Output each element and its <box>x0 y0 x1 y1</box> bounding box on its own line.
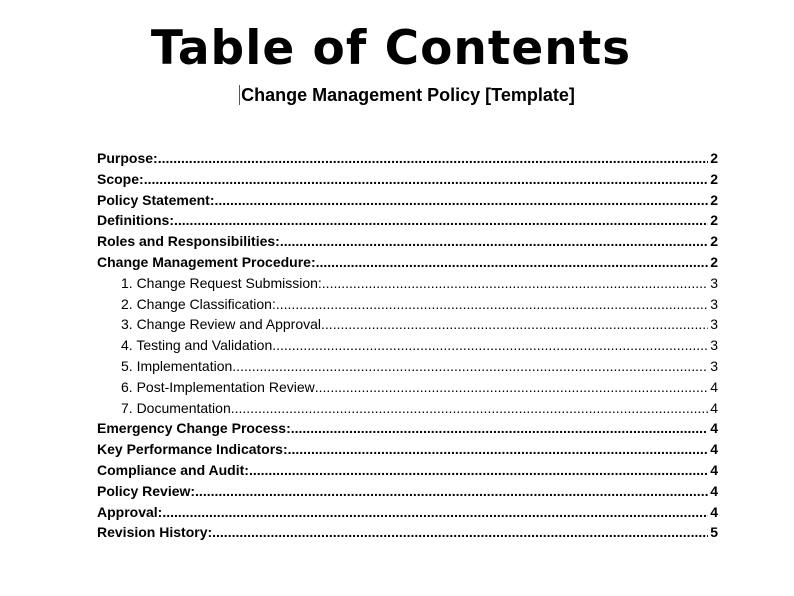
toc-subentry[interactable] <box>97 356 718 377</box>
toc-page-number: 2 <box>710 170 718 187</box>
toc-entry[interactable] <box>97 252 718 273</box>
toc-entry-label: 4. Testing and Validation <box>121 337 273 354</box>
toc-dot-leader <box>316 252 709 273</box>
toc-entry-label: Change Management Procedure: <box>97 253 316 270</box>
toc-page-number: 2 <box>710 191 718 208</box>
toc-dot-leader <box>322 273 708 294</box>
toc-dot-leader <box>231 398 708 419</box>
toc-entry[interactable] <box>97 169 718 190</box>
toc-entry-label: 5. Implementation <box>121 357 233 374</box>
toc-entry[interactable] <box>97 481 718 502</box>
toc-subentry[interactable] <box>97 294 718 315</box>
toc-entry-label: Revision History: <box>97 524 213 541</box>
toc-entry[interactable] <box>97 439 718 460</box>
toc-dot-leader <box>291 418 708 439</box>
toc-page-number: 4 <box>710 482 718 499</box>
toc-entry-label: Compliance and Audit: <box>97 461 249 478</box>
toc-entry-label: Emergency Change Process: <box>97 420 291 437</box>
toc-entry[interactable] <box>97 522 718 543</box>
toc-entry-label: Purpose: <box>97 150 158 166</box>
toc-dot-leader <box>174 210 708 231</box>
toc-page-number: 2 <box>710 253 718 270</box>
toc-page-number: 4 <box>710 503 718 520</box>
toc-dot-leader <box>212 522 708 543</box>
document-title-text: Change Management Policy [Template] <box>241 85 575 105</box>
toc-entry[interactable] <box>97 418 718 439</box>
text-cursor <box>239 85 240 105</box>
toc-dot-leader <box>249 460 708 481</box>
toc-page-number: 4 <box>710 420 718 437</box>
toc-dot-leader <box>195 481 708 502</box>
toc-entry[interactable] <box>97 190 718 211</box>
toc-subentry[interactable] <box>97 314 718 335</box>
toc-dot-leader <box>272 335 708 356</box>
toc-entry[interactable] <box>97 231 718 252</box>
toc-page-number: 2 <box>710 150 718 166</box>
toc-page-number: 4 <box>710 399 718 416</box>
toc-entry-label: 2. Change Classification: <box>121 295 276 312</box>
toc-entry[interactable] <box>97 148 718 169</box>
toc-dot-leader <box>276 294 708 315</box>
toc-page-number: 2 <box>710 212 718 229</box>
toc-dot-leader <box>232 356 708 377</box>
document-title <box>0 83 794 107</box>
toc-page-number: 3 <box>710 337 718 354</box>
toc-entry-label: 3. Change Review and Approval <box>121 316 322 333</box>
toc-subentry[interactable] <box>97 335 718 356</box>
toc-entry-label: Approval: <box>97 503 163 520</box>
toc-entry-label: 6. Post-Implementation Review <box>121 378 315 395</box>
toc-entry-label: Key Performance Indicators: <box>97 441 288 458</box>
toc-page-number: 3 <box>710 316 718 333</box>
toc-dot-leader <box>288 439 709 460</box>
toc-dot-leader <box>280 231 708 252</box>
table-of-contents <box>97 148 718 543</box>
toc-page-number: 4 <box>710 378 718 395</box>
toc-entry-label: Definitions: <box>97 212 174 229</box>
toc-dot-leader <box>315 377 708 398</box>
toc-entry-label: Scope: <box>97 170 144 187</box>
toc-entry[interactable] <box>97 210 718 231</box>
page-title: Table of Contents <box>150 21 632 76</box>
toc-dot-leader <box>162 502 708 523</box>
toc-entry-label: 7. Documentation <box>121 399 231 416</box>
toc-dot-leader <box>321 314 708 335</box>
toc-page-number: 3 <box>710 274 718 291</box>
toc-subentry[interactable] <box>97 398 718 419</box>
toc-page-number: 3 <box>710 357 718 374</box>
toc-entry-label: Policy Review: <box>97 482 196 499</box>
toc-subentry[interactable] <box>97 377 718 398</box>
toc-entry[interactable] <box>97 460 718 481</box>
toc-page-number: 2 <box>710 233 718 250</box>
toc-entry-label: Roles and Responsibilities: <box>97 233 280 250</box>
toc-dot-leader <box>144 169 709 190</box>
toc-page-number: 4 <box>710 461 718 478</box>
toc-entry-label: Policy Statement: <box>97 191 215 208</box>
toc-entry-label: 1. Change Request Submission: <box>121 274 322 291</box>
toc-subentry[interactable] <box>97 273 718 294</box>
toc-dot-leader <box>158 148 709 169</box>
toc-entry[interactable] <box>97 502 718 523</box>
toc-dot-leader <box>214 190 708 211</box>
toc-page-number: 4 <box>710 441 718 458</box>
toc-page-number: 5 <box>710 524 718 541</box>
toc-page-number: 3 <box>710 295 718 312</box>
